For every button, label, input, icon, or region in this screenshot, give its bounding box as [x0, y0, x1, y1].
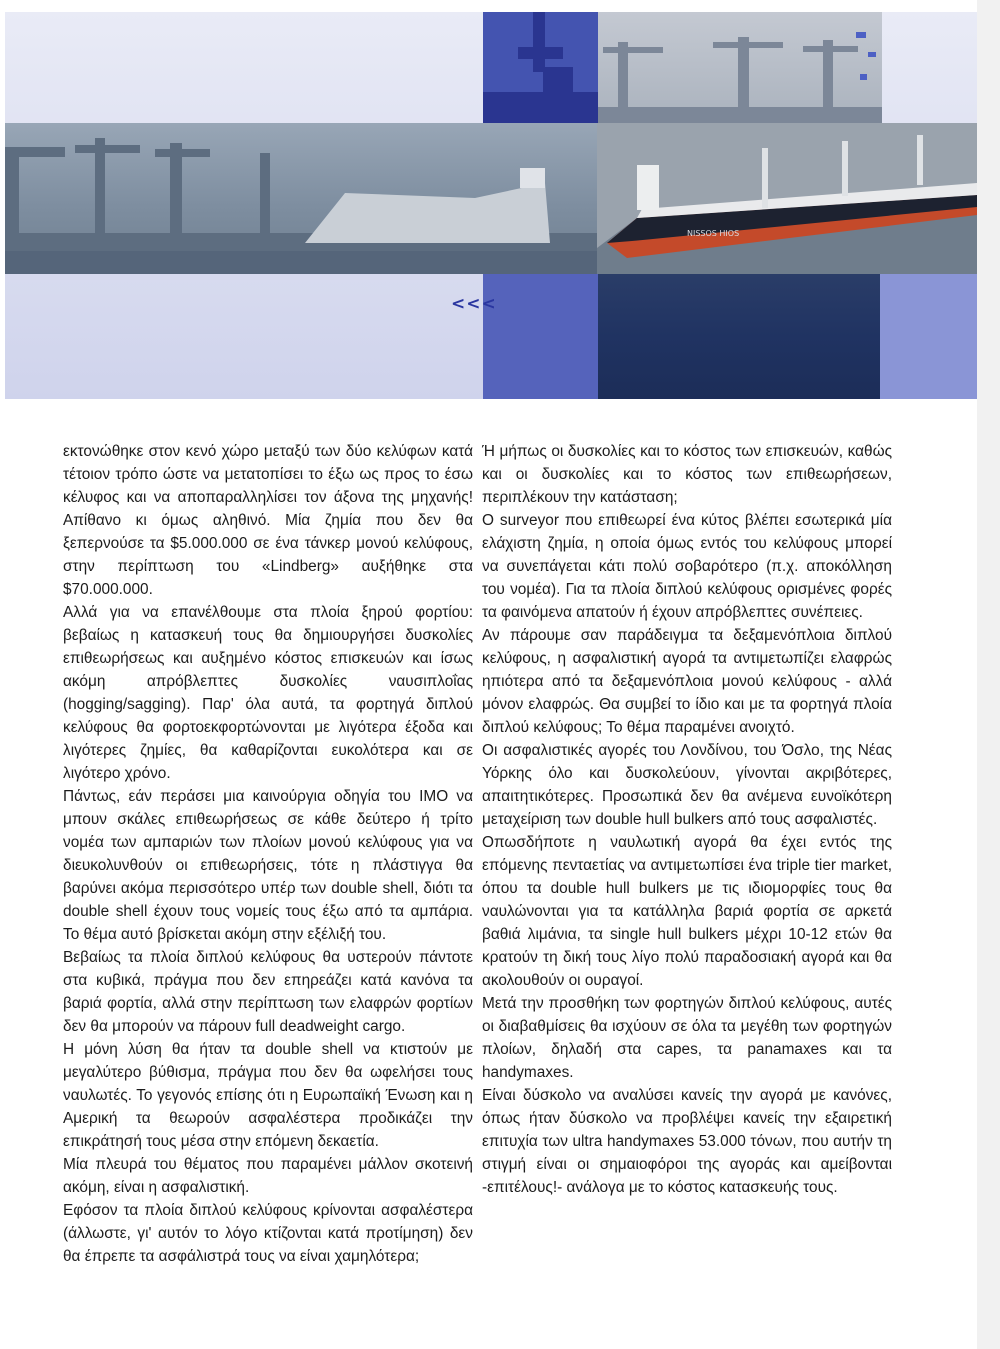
left-text-column	[63, 440, 473, 1268]
paragraph: εκτονώθηκε στον κενό χώρο μεταξύ των δύο κελύφων κατά τέτοιον τρόπο ώστε να μετατοπίσει το έξω ως προς το έσω κέλυφος και να αποπαραλληλίσει τον άξονα της μηχανής! Απίθανο κι όμως αληθινό. Μία ζημία που δεν θα ξεπερνούσε τα $5.000.000 σε ένα τάνκερ μονού κελύφους, στην περίπτωση του «Lindberg» αυξήθηκε στα $70.000.000.	[63, 443, 473, 598]
paragraph: Ο surveyor που επιθεωρεί ένα κύτος βλέπει εσωτερικά μία ελάχιστη ζημία, η οποία όμως εντός του κελύφους μπορεί να συνεπάγεται κάτι πολύ σοβαρότερο (π.χ. αποκόλληση του νομέα). Για τα πλοία διπλού κελύφους ορισμένες φορές τα φαινόμενα απατούν ή έχουν απρόβλεπτες συνέπειες.	[482, 512, 892, 621]
paragraph: Μία πλευρά του θέματος που παραμένει μάλλον σκοτεινή ακόμη, είναι η ασφαλιστική.	[63, 1156, 473, 1196]
paragraph: Οι ασφαλιστικές αγορές του Λονδίνου, του Όσλο, της Νέας Υόρκης όλο και δυσκολεύουν, γίνονται ακριβότερες, απαιτητικότερες. Προσωπικά δεν θα ανέμενα ευνοϊκότερη μεταχείριση των double hull bulkers από τους ασφαλιστές.	[482, 742, 892, 828]
ship-name-label: NISSOS HIOS	[687, 229, 740, 238]
crane-photo	[598, 12, 882, 123]
paragraph: Η μόνη λύση θα ήταν τα double shell να κτιστούν με μεγαλύτερο βύθισμα, πράγμα που δεν θα ωφελήσει τους ναυλωτές. Το γεγονός επίσης ότι η Ευρωπαϊκή Ένωση και η Αμερική τα θεωρούν ασφαλέστερα προδικάζει την επικράτησή τους μέσα στην επόμενη δεκαετία.	[63, 1041, 473, 1150]
blue-block-top	[483, 12, 598, 123]
page-edge-shadow	[977, 0, 1000, 1349]
paragraph: Ή μήπως οι δυσκολίες και το κόστος των επισκευών, καθώς και οι δυσκολίες και το κόστος των επιθεωρήσεων, περιπλέκουν την κατάσταση;	[482, 443, 892, 506]
paragraph: Εφόσον τα πλοία διπλού κελύφους κρίνονται ασφαλέστερα (άλλωστε, γι' αυτόν το λόγο κτίζονται κατά προτίμηση) δεν θα έπρεπε τα ασφάλιστρά τους να είναι χαμηλότερα;	[63, 1202, 473, 1265]
right-text-column	[482, 440, 892, 1199]
arrows-icon: <<<	[451, 294, 497, 314]
paragraph: Αν πάρουμε σαν παράδειγμα τα δεξαμενόπλοια διπλού κελύφους, η ασφαλιστική αγορά τα αντιμετωπίζει ελαφρώς ηπιότερα από τα δεξαμενόπλοια μονού κελύφους - αλλά μόνον ελαφρώς. Θα συμβεί το ίδιο και με τα φορτηγά πλοία διπλού κελύφους; Το θέμα παραμένει ανοιχτό.	[482, 627, 892, 736]
crane-silhouettes	[598, 12, 882, 123]
paragraph: Πάντως, εάν περάσει μια καινούργια οδηγία του ΙΜΟ να μπουν σκάλες επιθεωρήσεως σε κάθε δεύτερο ή τρίτο νομέα των αμπαριών των πλοίων μονού κελύφους για να διευκολυνθούν οι επιθεωρήσεις, τότε η πλάστιγγα θα βαρύνει ακόμα περισσότερο υπέρ των double shell, διότι τα double shell έχουν τους νομείς τους έξω από τα αμπάρια. Το θέμα αυτό βρίσκεται ακόμη στην εξέλιξή του.	[63, 788, 473, 943]
paragraph: Αλλά για να επανέλθουμε στα πλοία ξηρού φορτίου: βεβαίως η κατασκευή τους θα δημιουργήσει δυσκολίες επιθεωρήσεως και αυξημένο κόστος επισκευών και ίσως ακόμη απρόβλεπτες δυσκολίες ναυσιπλοΐας (hogging/sagging). Παρ' όλα αυτά, τα φορτηγά διπλού κελύφους θα φορτοεκφορτώνονται με λιγότερα έξοδα και λιγότερες ζημίες, θα καθαρίζονται ευκολότερα και σε λιγότερο χρόνο.	[63, 604, 473, 782]
harbor-ships-photo	[5, 123, 597, 274]
paragraph: Βεβαίως τα πλοία διπλού κελύφους θα υστερούν πάντοτε στα κυβικά, πράγμα που δεν επηρεάζει κατά κανόνα τα βαριά φορτία, αλλά στην περίπτωση των ελαφρών φορτίων δεν θα μπορούν να πάρουν full deadweight cargo.	[63, 949, 473, 1035]
paragraph: Μετά την προσθήκη των φορτηγών διπλού κελύφους, αυτές οι διαβαθμίσεις θα ισχύουν σε όλα τα μεγέθη των φορτηγών πλοίων, δηλαδή στα capes, τα panamaxes και τα handymaxes.	[482, 995, 892, 1081]
blue-block-right	[880, 274, 977, 399]
header-photo-collage	[5, 12, 977, 399]
bulk-carrier-illustration	[597, 123, 977, 274]
paragraph: Είναι δύσκολο να αναλύσει κανείς την αγορά με κανόνες, όπως ήταν δύσκολο να προβλέψει κανείς την εξαιρετική επιτυχία των ultra handymaxes 53.000 τόνων, που αυτήν τη στιγμή είναι οι σημαιοφόροι της αγοράς και αμείβονται -επιτέλους!- ανάλογα με το κόστος κατασκευής τους.	[482, 1087, 892, 1196]
crane-icon-silhouette	[483, 12, 598, 123]
sea-photo	[598, 274, 880, 399]
bulk-carrier-photo	[597, 123, 977, 274]
paragraph: Οπωσδήποτε η ναυλωτική αγορά θα έχει εντός της επόμενης πενταετίας να αντιμετωπίσει ένα triple tier market, όπου τα double hull bulkers με τις ιδιομορφίες τους θα ναυλώνονται για τα κατάλληλα βαριά φορτία σε αρκετά βαθιά λιμάνια, τα single hull bulkers μέχρι 10-12 ετών θα κρατούν τη δική τους λίγο πολύ παραδοσιακή αγορά και θα ακολουθούν οι ουραγοί.	[482, 834, 892, 989]
ship-silhouettes	[5, 123, 597, 274]
blue-block-mid	[483, 274, 598, 399]
